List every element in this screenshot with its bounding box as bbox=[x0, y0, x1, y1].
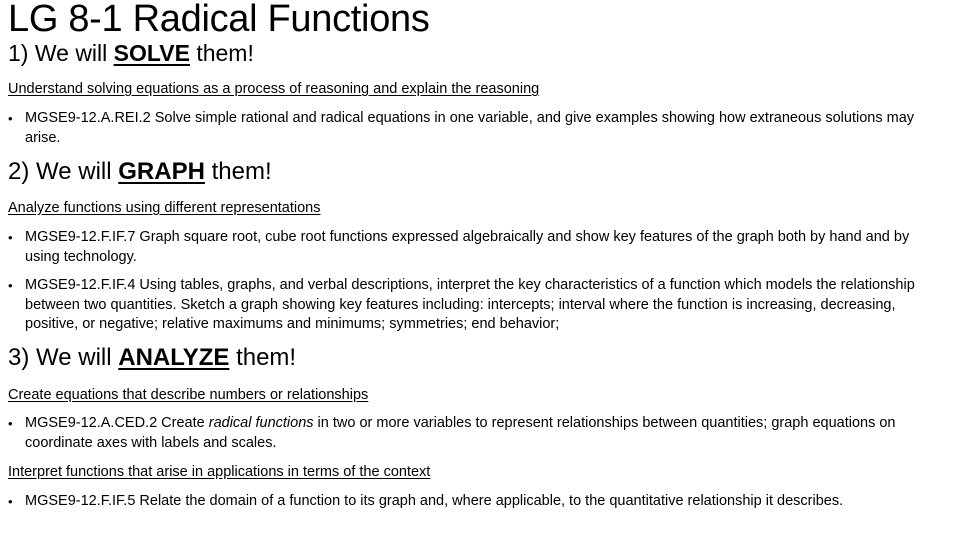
group-heading-create-equations: Create equations that describe numbers or relationships bbox=[8, 387, 369, 403]
section-suffix: them! bbox=[236, 344, 297, 371]
section-keyword: SOLVE bbox=[113, 40, 190, 66]
standard-a-rei-2 bbox=[8, 109, 938, 148]
section-heading-analyze bbox=[8, 344, 296, 372]
section-keyword: GRAPH bbox=[118, 158, 205, 185]
section-heading-graph bbox=[8, 158, 272, 186]
bullet-glyph: • bbox=[8, 416, 13, 431]
section-suffix: them! bbox=[211, 158, 272, 185]
slide-title: LG 8-1 Radical Functions bbox=[8, 0, 430, 40]
section-heading-solve bbox=[8, 39, 254, 67]
group-heading-interpret-functions: Interpret functions that arise in applications in terms of the context bbox=[8, 464, 431, 480]
bullet-glyph: • bbox=[8, 230, 13, 245]
standard-a-ced-2 bbox=[8, 414, 938, 453]
section-keyword: ANALYZE bbox=[118, 344, 230, 371]
section-prefix: We will bbox=[36, 344, 112, 371]
bullet-text-after: in two or more variables to represent relationships between quantities; graph equations on coordinate axes with labels and scales. bbox=[25, 415, 896, 451]
bullet-text: MGSE9-12.F.IF.4 Using tables, graphs, and verbal descriptions, interpret the key characteristics of a function which models the relationship between two quantities. Sketch a graph showing key features including: intercepts; interval where the function is increasing, decreasing, positive, or negative; relative maximums and minimums; symmetries; end behavior; bbox=[25, 277, 915, 332]
bullet-text: MGSE9-12.F.IF.5 Relate the domain of a function to its graph and, where applicable, to the quantitative relationship it describes. bbox=[25, 493, 844, 509]
section-prefix: We will bbox=[34, 40, 108, 66]
standard-f-if-5 bbox=[8, 492, 938, 512]
bullet-text-before: MGSE9-12.A.CED.2 Create bbox=[25, 415, 209, 431]
group-heading-understand-solving: Understand solving equations as a process of reasoning and explain the reasoning bbox=[8, 81, 540, 97]
bullet-glyph: • bbox=[8, 494, 13, 509]
bullet-glyph: • bbox=[8, 278, 13, 293]
section-number: 3) bbox=[8, 344, 30, 371]
section-prefix: We will bbox=[36, 158, 112, 185]
bullet-text: MGSE9-12.F.IF.7 Graph square root, cube root functions expressed algebraically and show key features of the graph both by hand and by using technology. bbox=[25, 229, 910, 265]
bullet-text: MGSE9-12.A.REI.2 Solve simple rational and radical equations in one variable, and give examples showing how extraneous solutions may arise. bbox=[25, 110, 915, 146]
bullet-text bbox=[8, 414, 938, 453]
standard-f-if-7 bbox=[8, 228, 938, 267]
bullet-text-italic: radical functions bbox=[208, 415, 314, 431]
standard-f-if-4 bbox=[8, 276, 938, 335]
section-number: 2) bbox=[8, 158, 30, 185]
section-suffix: them! bbox=[196, 40, 254, 66]
group-heading-analyze-functions: Analyze functions using different representations bbox=[8, 200, 321, 216]
section-number: 1) bbox=[8, 40, 29, 66]
bullet-glyph: • bbox=[8, 111, 13, 126]
